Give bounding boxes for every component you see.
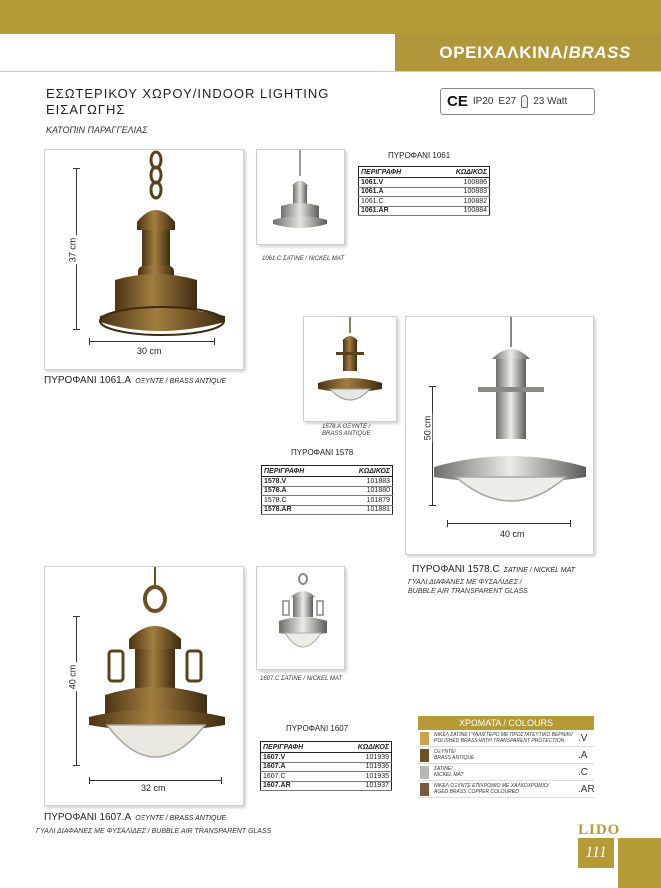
row-ref: 1061.V bbox=[359, 178, 432, 188]
colour-suffix-ar: .AR bbox=[578, 784, 595, 795]
col-header-description: ΠΕΡΙΓΡΑΦΗ bbox=[262, 466, 335, 477]
table-row bbox=[262, 477, 393, 487]
row-ref: 1578.C bbox=[262, 496, 335, 506]
product-name-1061-a: ΠΥΡΟΦΑΝΙ 1061.A bbox=[44, 375, 132, 386]
colours-legend bbox=[418, 716, 594, 798]
height-label-1578: 50 cm bbox=[422, 415, 433, 441]
product-thumb-1607-c bbox=[256, 566, 345, 670]
row-code: 101879 bbox=[334, 496, 392, 506]
row-code: 100884 bbox=[431, 206, 489, 216]
height-label-1607: 40 cm bbox=[67, 664, 78, 690]
col-header-description: ΠΕΡΙΓΡΑΦΗ bbox=[261, 742, 334, 753]
row-ref: 1578.V bbox=[262, 477, 335, 487]
width-label-1607: 32 cm bbox=[141, 783, 166, 793]
section-title bbox=[395, 34, 661, 71]
height-dimension-line-1578 bbox=[432, 386, 433, 506]
section-title-english: BRASS bbox=[568, 43, 631, 62]
width-dimension-line-1061 bbox=[89, 341, 215, 342]
row-ref: 1061.A bbox=[359, 187, 432, 197]
row-code: 100882 bbox=[431, 197, 489, 207]
colour-desc-c-line1: ΣΑΤΙΝΕ/ bbox=[434, 766, 453, 772]
swatch-brass-antique bbox=[420, 749, 429, 762]
table-row bbox=[261, 753, 392, 763]
row-ref: 1061.AR bbox=[359, 206, 432, 216]
row-code: 100886 bbox=[431, 178, 489, 188]
col-header-code: ΚΩΔΙΚΟΣ bbox=[333, 742, 391, 753]
colour-suffix-c: .C bbox=[578, 767, 588, 778]
product-thumb-1061-c bbox=[256, 149, 345, 245]
row-ref: 1607.V bbox=[261, 753, 334, 763]
thumb-caption-1578-a-line2: BRASS ANTIQUE bbox=[322, 431, 371, 437]
col-header-code: ΚΩΔΙΚΟΣ bbox=[431, 167, 489, 178]
colour-suffix-a: .A bbox=[578, 750, 588, 761]
ce-mark-icon: CE bbox=[447, 93, 468, 110]
col-header-code: ΚΩΔΙΚΟΣ bbox=[334, 466, 392, 477]
width-dimension-line-1607 bbox=[89, 780, 222, 781]
thumb-caption-1578-a bbox=[322, 424, 370, 438]
swatch-nickel-mat bbox=[420, 766, 429, 779]
table-row bbox=[262, 505, 393, 515]
product-thumb-1578-a bbox=[303, 316, 397, 422]
row-code: 101881 bbox=[334, 505, 392, 515]
code-table-1607 bbox=[260, 741, 392, 791]
width-dimension-line-1578 bbox=[447, 523, 571, 524]
bulb-icon bbox=[521, 95, 528, 108]
row-ref: 1607.A bbox=[261, 762, 334, 772]
table-title-1607: ΠΥΡΟΦΑΝΙ 1607 bbox=[286, 724, 349, 733]
colour-row-a bbox=[418, 747, 594, 764]
lamp-1578-nickel-image bbox=[406, 317, 593, 554]
colour-desc-c-line2: NICKEL MAT bbox=[434, 772, 464, 778]
colour-desc-ar-line2: AGED BRASS COPPER COLOURED bbox=[434, 789, 519, 795]
table-row bbox=[359, 206, 490, 216]
top-gold-bar bbox=[0, 0, 661, 34]
heading-line-2: ΕΙΣΑΓΩΓΗΣ bbox=[46, 102, 126, 117]
colour-desc-c bbox=[434, 766, 574, 778]
table-row bbox=[262, 486, 393, 496]
lamp-1578-brass-image bbox=[304, 317, 396, 421]
colour-desc-v-line1: ΝΙΚΕΛ ΣΑΤΙΝΕ ΓΥΑΛΙΣΤΕΡΟ ΜΕ ΠΡΟΣΤΑΤΕΥΤΙΚΟ ΒΕΡΝΙΚΙ/ bbox=[434, 732, 573, 738]
page-number: 111 bbox=[578, 838, 614, 868]
description-1578-line1: ΓΥΑΛΙ ΔΙΑΦΑΝΕΣ ΜΕ ΦΥΣΑΛΙΔΕΣ / bbox=[408, 579, 522, 586]
socket-type: E27 bbox=[498, 96, 517, 107]
colours-title: ΧΡΩΜΑΤΑ / COLOURS bbox=[418, 716, 594, 730]
order-note: ΚΑΤΟΠΙΝ ΠΑΡΑΓΓΕΛΙΑΣ bbox=[46, 125, 148, 135]
product-description-1578 bbox=[408, 578, 528, 596]
certification-box bbox=[440, 88, 595, 115]
ip-rating: IP20 bbox=[472, 96, 494, 107]
row-ref: 1578.A bbox=[262, 486, 335, 496]
brand-logo: LIDO bbox=[578, 822, 621, 838]
colour-row-v bbox=[418, 730, 594, 747]
thumb-caption-1578-a-line1: 1578.A ΟΞΥΝΤΕ / bbox=[322, 424, 371, 430]
table-row bbox=[359, 197, 490, 207]
width-label-1578: 40 cm bbox=[500, 529, 525, 539]
table-row bbox=[261, 762, 392, 772]
thumb-caption-1607-c: 1607.C ΣΑΤΙΝΕ / NICKEL MAT bbox=[260, 676, 343, 682]
row-code: 101936 bbox=[333, 762, 391, 772]
colour-suffix-v: .V bbox=[578, 733, 588, 744]
page-heading bbox=[46, 86, 329, 118]
width-label-1061: 30 cm bbox=[137, 346, 162, 356]
row-code: 101880 bbox=[334, 486, 392, 496]
description-1578-line2: BUBBLE AIR TRANSPARENT GLASS bbox=[408, 588, 528, 595]
product-finish-1578-c: ΣΑΤΙΝΕ / NICKEL MAT bbox=[503, 567, 576, 574]
product-name-1607-a: ΠΥΡΟΦΑΝΙ 1607.A bbox=[44, 812, 132, 823]
table-row bbox=[359, 187, 490, 197]
heading-line-1: ΕΣΩΤΕΡΙΚΟΥ ΧΩΡΟΥ/INDOOR LIGHTING bbox=[46, 86, 330, 101]
row-code: 101935 bbox=[333, 772, 391, 782]
page-edge-bar bbox=[618, 838, 661, 888]
code-table-1061 bbox=[358, 166, 490, 216]
product-description-1607: ΓΥΑΛΙ ΔΙΑΦΑΝΕΣ ΜΕ ΦΥΣΑΛΙΔΕΣ / BUBBLE AIR TRANSPARENT GLASS bbox=[36, 828, 272, 835]
table-row bbox=[262, 496, 393, 506]
lamp-1061-nickel-image bbox=[257, 150, 344, 244]
colour-desc-a bbox=[434, 749, 574, 761]
height-label-1061: 37 cm bbox=[67, 237, 78, 263]
wattage: 23 Watt bbox=[533, 96, 568, 107]
table-row bbox=[359, 178, 490, 188]
product-finish-1061-a: ΟΞΥΝΤΕ / BRASS ANTIQUE bbox=[135, 378, 227, 385]
colour-desc-a-line1: ΟΞΥΝΤΕ/ bbox=[434, 749, 456, 755]
row-ref: 1061.C bbox=[359, 197, 432, 207]
row-ref: 1607.C bbox=[261, 772, 334, 782]
colour-desc-ar-line1: ΝΙΚΕΛ ΟΞΥΝΤΕ ΕΠΙΧΡΩΜΙΟ ΜΕ ΧΑΛΚΟΧΡΩΜΙΟ/ bbox=[434, 783, 549, 789]
table-row bbox=[261, 781, 392, 791]
lamp-1607-nickel-image bbox=[257, 567, 344, 669]
row-code: 101883 bbox=[334, 477, 392, 487]
table-title-1578: ΠΥΡΟΦΑΝΙ 1578 bbox=[291, 448, 354, 457]
row-ref: 1607.AR bbox=[261, 781, 334, 791]
thumb-caption-1061-c: 1061.C ΣΑΤΙΝΕ / NICKEL MAT bbox=[262, 256, 345, 262]
row-code: 101939 bbox=[333, 753, 391, 763]
product-label-1578-c bbox=[412, 564, 575, 575]
colour-desc-v-line2: POLISHED BRASS WITH TRANSPARENT PROTECTION bbox=[434, 738, 565, 744]
colour-desc-v bbox=[434, 732, 574, 744]
code-table-1578 bbox=[261, 465, 393, 515]
row-ref: 1578.AR bbox=[262, 505, 335, 515]
table-title-1061: ΠΥΡΟΦΑΝΙ 1061 bbox=[388, 151, 451, 160]
swatch-aged-brass bbox=[420, 783, 429, 796]
colour-desc-ar bbox=[434, 783, 574, 795]
section-title-greek: ΟΡΕΙΧΑΛΚΙΝΑ/ bbox=[439, 43, 569, 62]
col-header-description: ΠΕΡΙΓΡΑΦΗ bbox=[359, 167, 432, 178]
product-finish-1607-a: ΟΞΥΝΤΕ / BRASS ANTIQUE bbox=[135, 815, 227, 822]
product-photo-1578-c bbox=[405, 316, 594, 555]
swatch-polished-brass bbox=[420, 732, 429, 745]
header-divider bbox=[0, 71, 661, 72]
table-row bbox=[261, 772, 392, 782]
colour-row-ar bbox=[418, 781, 594, 798]
row-code: 100883 bbox=[431, 187, 489, 197]
row-code: 101937 bbox=[333, 781, 391, 791]
colour-row-c bbox=[418, 764, 594, 781]
colour-desc-a-line2: BRASS ANTIQUE bbox=[434, 755, 475, 761]
product-label-1061-a bbox=[44, 375, 226, 386]
product-label-1607-a bbox=[44, 812, 226, 823]
product-name-1578-c: ΠΥΡΟΦΑΝΙ 1578.C bbox=[412, 564, 500, 575]
